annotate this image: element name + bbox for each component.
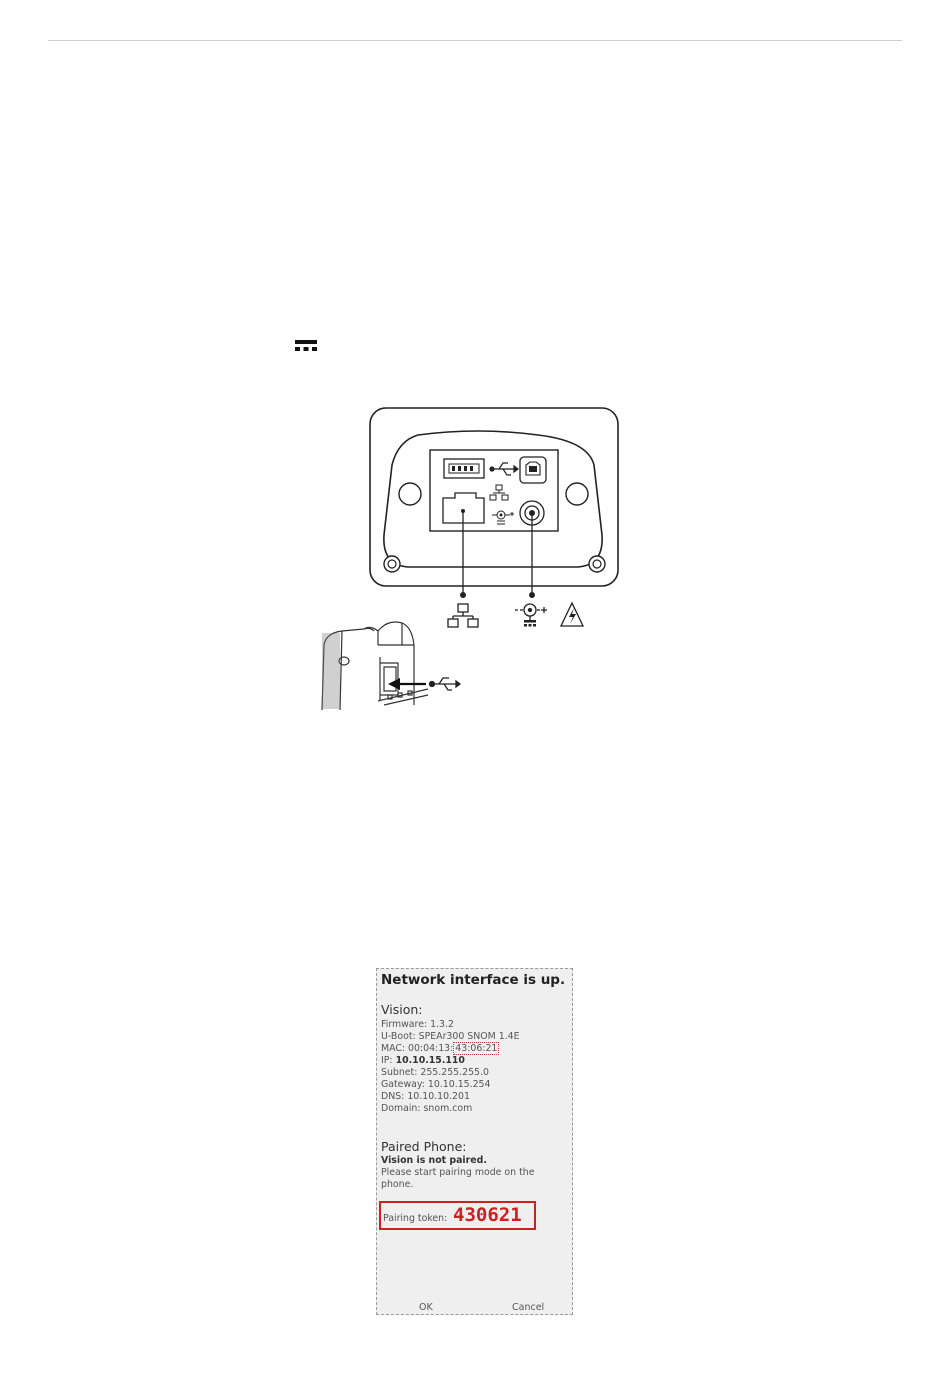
- dns-line: DNS: 10.10.10.201: [381, 1091, 470, 1102]
- subnet-line: Subnet: 255.255.255.0: [381, 1067, 489, 1078]
- paired-heading: Paired Phone:: [381, 1139, 467, 1154]
- uboot-line: U-Boot: SPEAr300 SNOM 1.4E: [381, 1031, 520, 1042]
- screw-right-icon: [589, 556, 605, 572]
- screw-left-icon: [384, 556, 400, 572]
- connection-diagram: [318, 405, 628, 713]
- mac-prefix: MAC: 00:04:13:: [381, 1043, 454, 1054]
- not-paired-line: Vision is not paired.: [381, 1155, 487, 1166]
- pairing-token-label: Pairing token:: [383, 1213, 448, 1224]
- dc-power-input-icon: [515, 604, 547, 627]
- pairing-token-value: 430621: [453, 1204, 522, 1226]
- ok-softkey[interactable]: OK: [419, 1302, 433, 1313]
- device-screen: [376, 968, 573, 1315]
- pairing-token-box: [379, 1201, 536, 1230]
- cancel-softkey[interactable]: Cancel: [512, 1302, 545, 1313]
- domain-line: Domain: snom.com: [381, 1103, 473, 1114]
- vision-heading: Vision:: [381, 1002, 423, 1017]
- header-rule: [48, 40, 902, 41]
- mac-suffix: 43:06:21: [455, 1043, 498, 1054]
- electrical-warning-icon: [561, 603, 583, 626]
- ip-line: [381, 1055, 465, 1066]
- ethernet-icon: [448, 604, 478, 627]
- instruction-line-1: Please start pairing mode on the: [381, 1167, 535, 1178]
- instruction-line-2: phone.: [381, 1179, 414, 1190]
- screen-title: Network interface is up.: [381, 972, 566, 988]
- usb-a-port: [444, 459, 484, 478]
- mac-line: [381, 1043, 499, 1054]
- usb-icon: [430, 678, 461, 690]
- dc-power-symbol-icon: [295, 339, 317, 353]
- usb-b-port: [520, 457, 546, 483]
- gateway-line: Gateway: 10.10.15.254: [381, 1079, 491, 1090]
- ip-value: 10.10.15.110: [395, 1055, 465, 1066]
- ip-label: IP:: [381, 1055, 396, 1066]
- firmware-line: Firmware: 1.3.2: [381, 1019, 454, 1030]
